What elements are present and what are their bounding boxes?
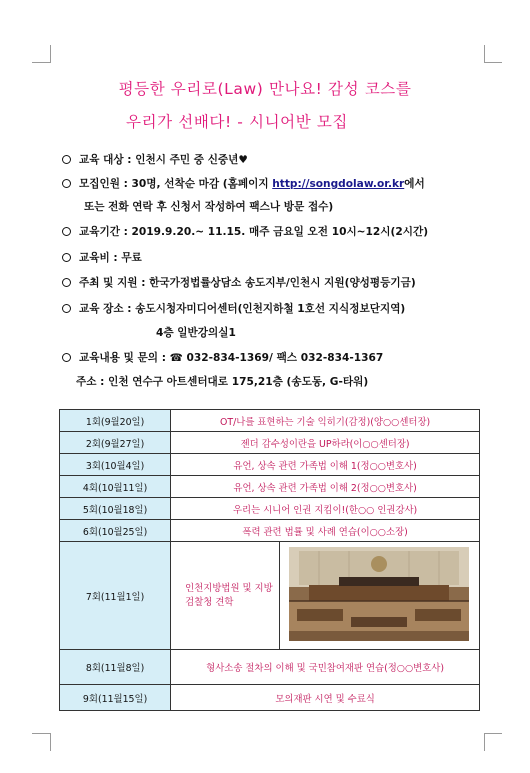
page-title-line1: 평등한 우리로(Law) 만나요! 감성 코스를: [118, 80, 412, 98]
info-address: 주소 : 인천 연수구 아트센터대로 175,21층 (송도동, G-타워): [76, 376, 369, 388]
page-title-line2: 우리가 선배다! - 시니어반 모집: [126, 113, 348, 131]
info-recruit-cont: 또는 전화 연락 후 신청서 작성하여 팩스나 방문 접수): [84, 201, 334, 213]
topic-cell: 폭력 관련 법률 및 사례 연습(이○○소장): [171, 520, 480, 542]
info-venue: 교육 장소 : 송도시청자미디어센터(인천지하철 1호선 지식정보단지역): [62, 301, 405, 316]
topic-cell: 유언, 상속 관련 가족법 이해 2(정○○변호사): [171, 476, 480, 498]
crop-mark: [484, 733, 485, 751]
table-row: [60, 542, 480, 650]
session-cell: 3회(10월4일): [60, 454, 171, 476]
info-host: 주최 및 지원 : 한국가정법률상담소 송도지부/인천시 지원(양성평등기금): [62, 275, 416, 290]
homepage-link[interactable]: http://songdolaw.or.kr: [272, 178, 405, 190]
circle-bullet-icon: [62, 278, 71, 287]
info-venue-room: 4층 일반강의실1: [156, 327, 236, 339]
info-period: 교육기간 : 2019.9.20.~ 11.15. 매주 금요일 오전 10시~12시(2시간): [62, 224, 428, 239]
table-row: [60, 650, 480, 685]
crop-mark: [484, 62, 502, 63]
schedule-table: [59, 409, 480, 711]
circle-bullet-icon: [62, 227, 71, 236]
topic-cell: 젠더 감수성이란을 UP하라(이○○센터장): [171, 432, 480, 454]
circle-bullet-icon: [62, 179, 71, 188]
info-fee: 교육비 : 무료: [62, 250, 142, 265]
crop-mark: [484, 45, 485, 63]
topic-cell: 인천지방법원 및 지방검찰청 견학: [171, 542, 279, 650]
session-cell: 5회(10월18일): [60, 498, 171, 520]
circle-bullet-icon: [62, 155, 71, 164]
table-row: [60, 476, 480, 498]
table-row: [60, 454, 480, 476]
table-row: [60, 498, 480, 520]
session-cell: 1회(9월20일): [60, 410, 171, 432]
topic-cell: 유언, 상속 관련 가족법 이해 1(정○○변호사): [171, 454, 480, 476]
session-cell: 6회(10월25일): [60, 520, 171, 542]
topic-cell: 우리는 시니어 인권 지킴이!(한○○ 인권강사): [171, 498, 480, 520]
crop-mark: [484, 733, 502, 734]
courtroom-photo-cell: [279, 542, 479, 650]
info-target: 교육 대상 : 인천시 주민 중 신중년♥: [62, 152, 248, 167]
table-row: [60, 685, 480, 711]
session-cell: 8회(11월8일): [60, 650, 171, 685]
circle-bullet-icon: [62, 253, 71, 262]
topic-cell: 모의재판 시연 및 수료식: [171, 685, 480, 711]
session-cell: 4회(10월11일): [60, 476, 171, 498]
session-cell: 2회(9월27일): [60, 432, 171, 454]
topic-cell: 형사소송 절차의 이해 및 국민참여재판 연습(정○○변호사): [171, 650, 480, 685]
info-recruit: 모집인원 : 30명, 선착순 마감 (홈페이지 http://songdolaw.or.kr에서: [62, 176, 425, 191]
crop-mark: [32, 62, 50, 63]
session-cell: 7회(11월1일): [60, 542, 171, 650]
table-row: [60, 410, 480, 432]
topic-cell: OT/나를 표현하는 기술 익히기(감정)(양○○센터장): [171, 410, 480, 432]
circle-bullet-icon: [62, 304, 71, 313]
info-contact: 교육내용 및 문의 : ☎ 032-834-1369/ 팩스 032-834-1367: [62, 350, 383, 365]
crop-mark: [32, 733, 50, 734]
table-row: [60, 432, 480, 454]
circle-bullet-icon: [62, 353, 71, 362]
session-cell: 9회(11월15일): [60, 685, 171, 711]
crop-mark: [50, 733, 51, 751]
crop-mark: [50, 45, 51, 63]
courtroom-photo: [289, 547, 469, 641]
table-row: [60, 520, 480, 542]
